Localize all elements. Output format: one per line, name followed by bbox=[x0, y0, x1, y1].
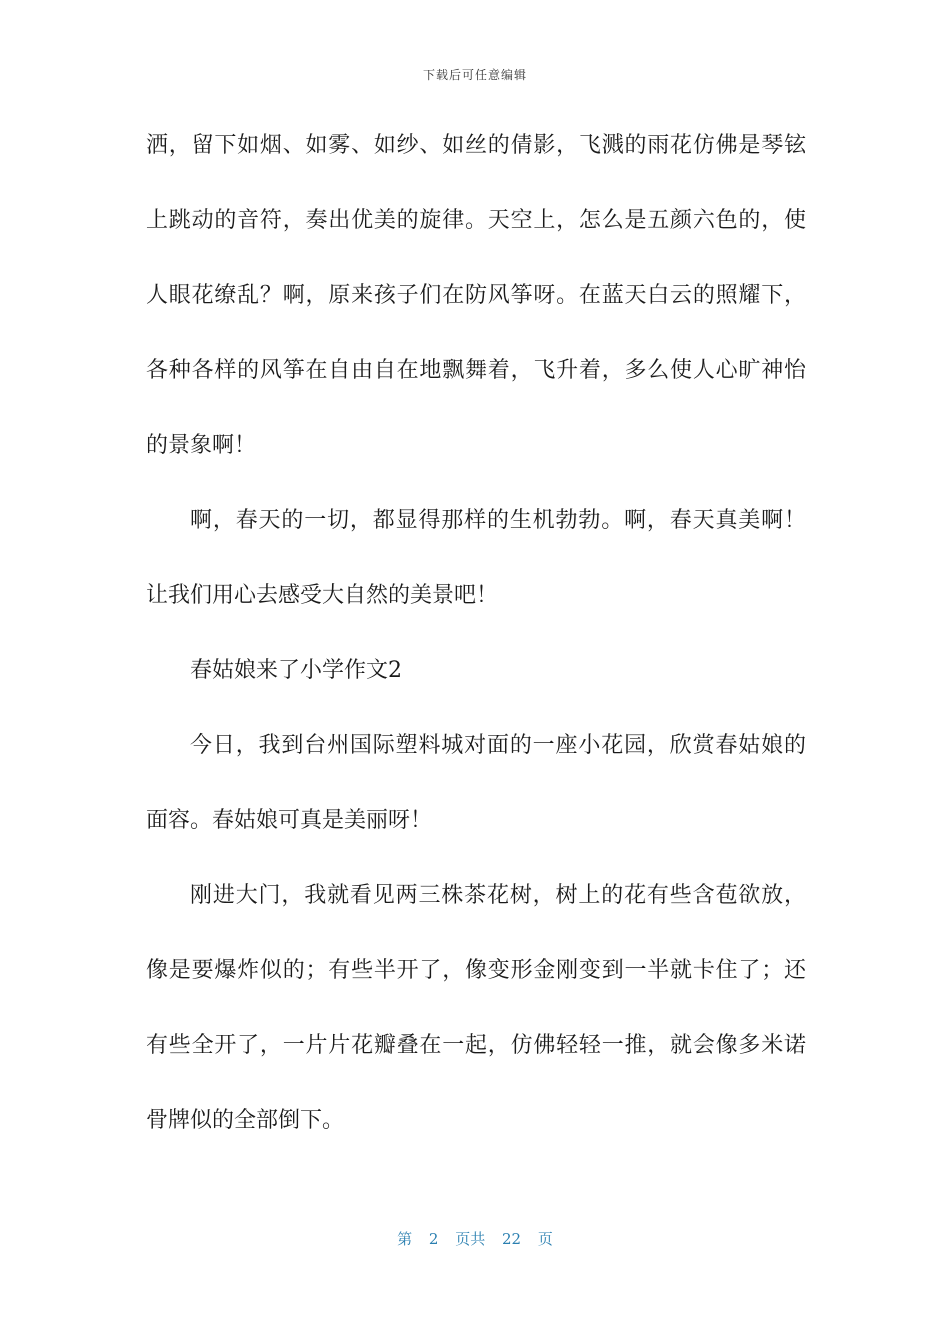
text-line: 像是要爆炸似的；有些半开了，像变形金刚变到一半就卡住了；还 bbox=[146, 958, 806, 983]
current-page-number: 2 bbox=[428, 1230, 439, 1248]
section-title: 春姑娘来了小学作文2 bbox=[190, 658, 402, 683]
text-line: 今日，我到台州国际塑料城对面的一座小花园，欣赏春姑娘的 bbox=[190, 733, 806, 758]
page-middle: 页共 bbox=[455, 1230, 486, 1248]
page-prefix: 第 bbox=[397, 1230, 413, 1248]
page-suffix: 页 bbox=[537, 1230, 553, 1248]
document-header: 下载后可任意编辑 bbox=[422, 68, 527, 82]
text-line: 面容。春姑娘可真是美丽呀！ bbox=[146, 808, 433, 833]
text-line: 各种各样的风筝在自由自在地飘舞着，飞升着，多么使人心旷神怡 bbox=[146, 358, 806, 383]
text-line: 的景象啊！ bbox=[146, 433, 257, 458]
text-line: 啊，春天的一切，都显得那样的生机勃勃。啊，春天真美啊！ bbox=[190, 508, 806, 533]
text-line: 人眼花缭乱？啊，原来孩子们在防风筝呀。在蓝天白云的照耀下， bbox=[146, 283, 806, 308]
text-line: 洒，留下如烟、如雾、如纱、如丝的倩影，飞溅的雨花仿佛是琴铉 bbox=[146, 133, 806, 158]
text-line: 骨牌似的全部倒下。 bbox=[146, 1108, 345, 1133]
text-line: 有些全开了，一片片花瓣叠在一起，仿佛轻轻一推，就会像多米诺 bbox=[146, 1033, 806, 1058]
page-number-footer bbox=[0, 1228, 950, 1249]
total-pages-number: 22 bbox=[502, 1230, 522, 1248]
text-line: 刚进大门，我就看见两三株茶花树，树上的花有些含苞欲放， bbox=[190, 883, 806, 908]
text-line: 上跳动的音符，奏出优美的旋律。天空上，怎么是五颜六色的，使 bbox=[146, 208, 806, 233]
text-line: 让我们用心去感受大自然的美景吧！ bbox=[146, 583, 499, 608]
